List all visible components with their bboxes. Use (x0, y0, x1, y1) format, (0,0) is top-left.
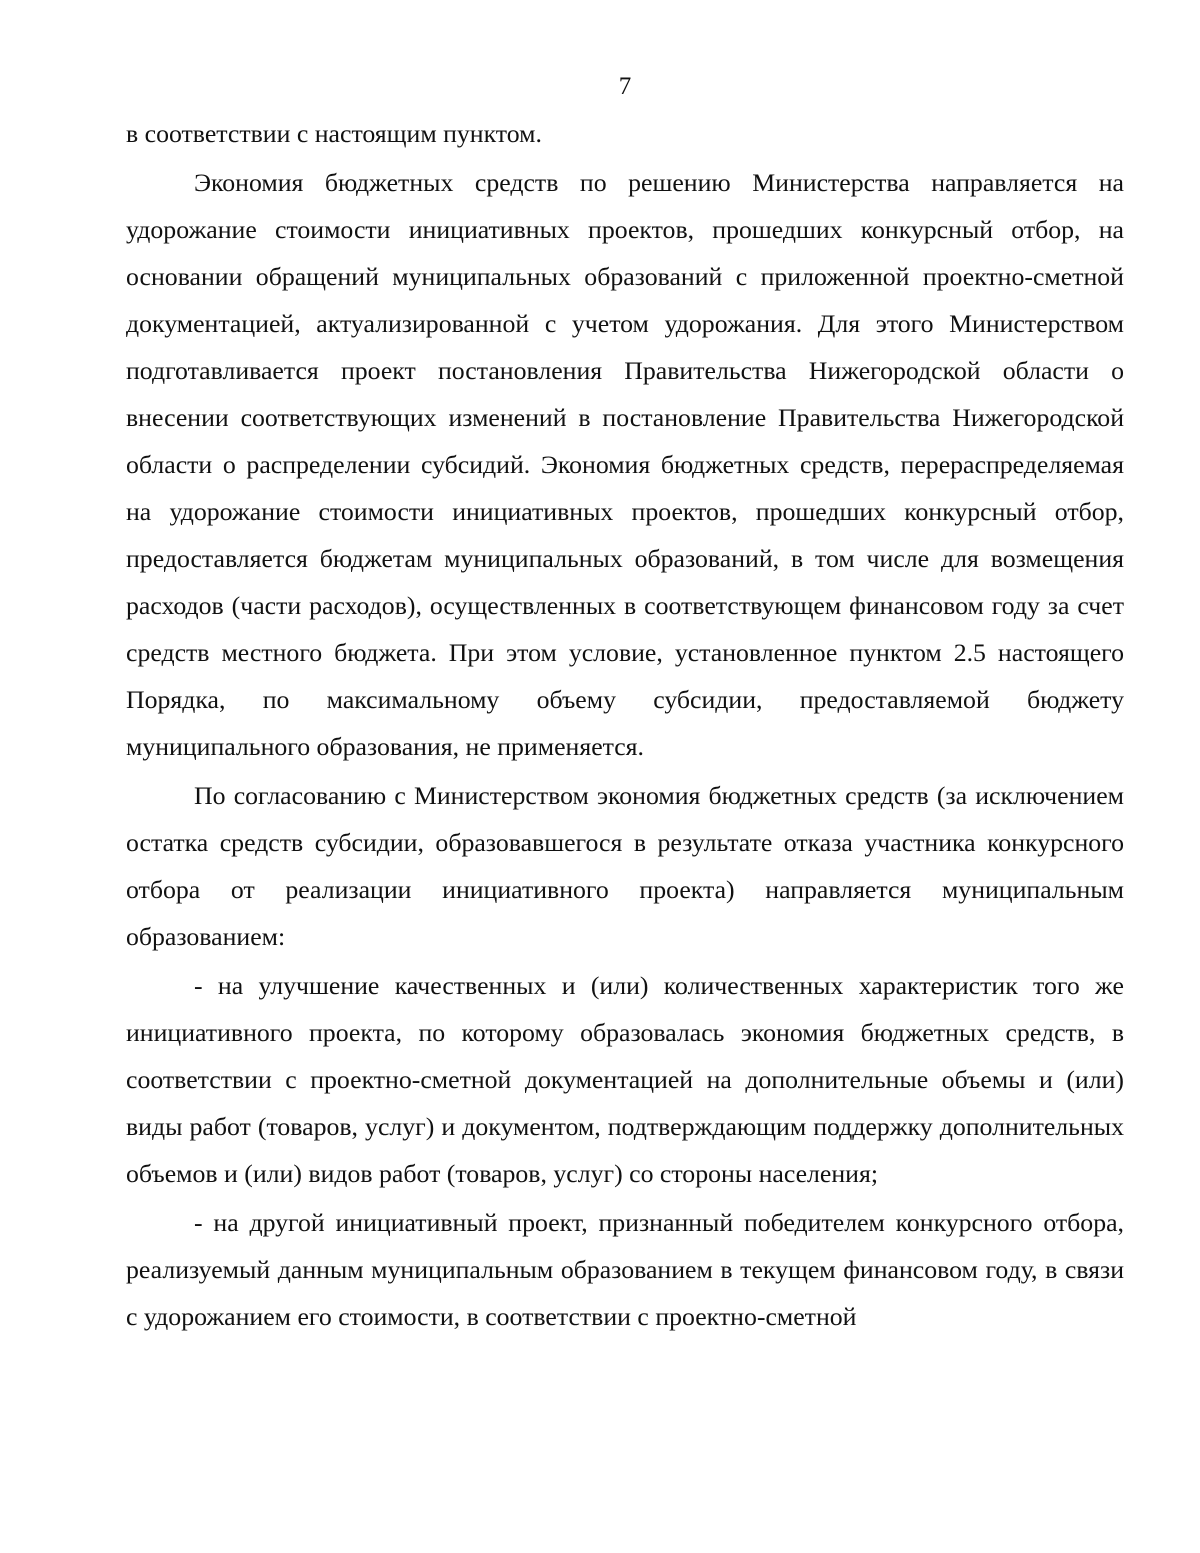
paragraph-budget-savings: Экономия бюджетных средств по решению Министерства направляется на удорожание стоимости инициативных проектов, прошедших конкурсный отбор, на основании обращений муниципальных образований с приложенной проектно-сметной документацией, актуализированной с учетом удорожания. Для этого Министерством подготавливается проект постановления Правительства Нижегородской области о внесении соответствующих изменений в постановление Правительства Нижегородской области о распределении субсидий. Экономия бюджетных средств, перераспределяемая на удорожание стоимости инициативных проектов, прошедших конкурсный отбор, предоставляется бюджетам муниципальных образований, в том числе для возмещения расходов (части расходов), осуществленных в соответствующем финансовом году за счет средств местного бюджета. При этом условие, установленное пунктом 2.5 настоящего Порядка, по максимальному объему субсидии, предоставляемой бюджету муниципального образования, не применяется. (126, 168, 1124, 761)
page-number: 7 (618, 73, 632, 100)
paragraph-continuation: в соответствии с настоящим пунктом. (126, 119, 542, 148)
list-item-other-project: - на другой инициативный проект, признанный победителем конкурсного отбора, реализуемый данным муниципальным образованием в текущем финансовом году, в связи с удорожанием его стоимости, в соответствии с проектно-сметной (126, 1208, 1124, 1331)
document-body (126, 110, 1124, 1340)
list-item-improvement: - на улучшение качественных и (или) количественных характеристик того же инициативного проекта, по которому образовалась экономия бюджетных средств, в соответствии с проектно-сметной документацией на дополнительные объемы и (или) виды работ (товаров, услуг) и документом, подтверждающим поддержку дополнительных объемов и (или) видов работ (товаров, услуг) со стороны населения; (126, 971, 1124, 1188)
paragraph-agreement: По согласованию с Министерством экономия бюджетных средств (за исключением остатка средств субсидии, образовавшегося в результате отказа участника конкурсного отбора от реализации инициативного проекта) направляется муниципальным образованием: (126, 781, 1124, 951)
